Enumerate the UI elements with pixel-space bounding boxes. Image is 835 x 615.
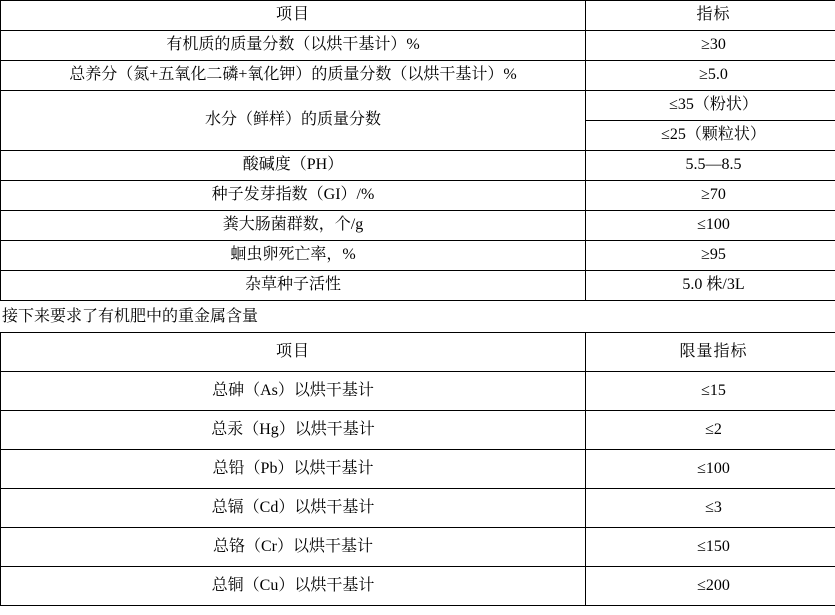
table-row — [1, 450, 835, 489]
table-row — [1, 211, 835, 241]
row-item-label: 蛔虫卵死亡率，% — [1, 241, 586, 271]
row-item-value: 5.5—8.5 — [586, 151, 835, 181]
column-header-limit: 限量指标 — [586, 333, 835, 372]
table-header-row — [1, 333, 835, 372]
row-item-value: ≥95 — [586, 241, 835, 271]
table-row — [1, 91, 835, 121]
row-item-label: 总镉（Cd）以烘干基计 — [1, 489, 586, 528]
table-row — [1, 31, 835, 61]
row-item-value: ≥70 — [586, 181, 835, 211]
row-item-value: ≤15 — [586, 372, 835, 411]
table-header-row — [1, 1, 835, 31]
table-row — [1, 241, 835, 271]
row-item-label: 总汞（Hg）以烘干基计 — [1, 411, 586, 450]
row-item-label: 种子发芽指数（GI）/% — [1, 181, 586, 211]
row-item-value: ≤35（粉状） — [586, 91, 835, 121]
table-row — [1, 411, 835, 450]
row-item-label: 总铅（Pb）以烘干基计 — [1, 450, 586, 489]
row-item-value: ≤200 — [586, 567, 835, 606]
row-item-value: ≥5.0 — [586, 61, 835, 91]
row-item-label: 总砷（As）以烘干基计 — [1, 372, 586, 411]
table-row — [1, 271, 835, 301]
table-row — [1, 567, 835, 606]
column-header-item: 项目 — [1, 333, 586, 372]
table-row — [1, 151, 835, 181]
heavy-metal-limit-table — [0, 332, 835, 606]
row-item-label: 总铬（Cr）以烘干基计 — [1, 528, 586, 567]
row-item-label: 总养分（氮+五氧化二磷+氧化钾）的质量分数（以烘干基计）% — [1, 61, 586, 91]
organic-fertilizer-spec-table — [0, 0, 835, 301]
row-item-value: ≤2 — [586, 411, 835, 450]
row-item-value: ≤3 — [586, 489, 835, 528]
section-note-text: 接下来要求了有机肥中的重金属含量 — [2, 308, 259, 325]
row-item-value-secondary: ≤25（颗粒状） — [586, 121, 835, 151]
row-item-label: 酸碱度（PH） — [1, 151, 586, 181]
table-row — [1, 489, 835, 528]
table-row — [1, 372, 835, 411]
row-item-value: ≤100 — [586, 450, 835, 489]
row-item-value: 5.0 株/3L — [586, 271, 835, 301]
column-header-item: 项目 — [1, 1, 586, 31]
row-item-value: ≤100 — [586, 211, 835, 241]
row-item-label: 杂草种子活性 — [1, 271, 586, 301]
table-row — [1, 61, 835, 91]
table-row — [1, 181, 835, 211]
table-row — [1, 528, 835, 567]
row-item-value: ≤150 — [586, 528, 835, 567]
row-item-label: 水分（鲜样）的质量分数 — [1, 91, 586, 151]
row-item-value: ≥30 — [586, 31, 835, 61]
row-item-label: 总铜（Cu）以烘干基计 — [1, 567, 586, 606]
row-item-label: 有机质的质量分数（以烘干基计）% — [1, 31, 586, 61]
column-header-value: 指标 — [586, 1, 835, 31]
row-item-label: 粪大肠菌群数，个/g — [1, 211, 586, 241]
